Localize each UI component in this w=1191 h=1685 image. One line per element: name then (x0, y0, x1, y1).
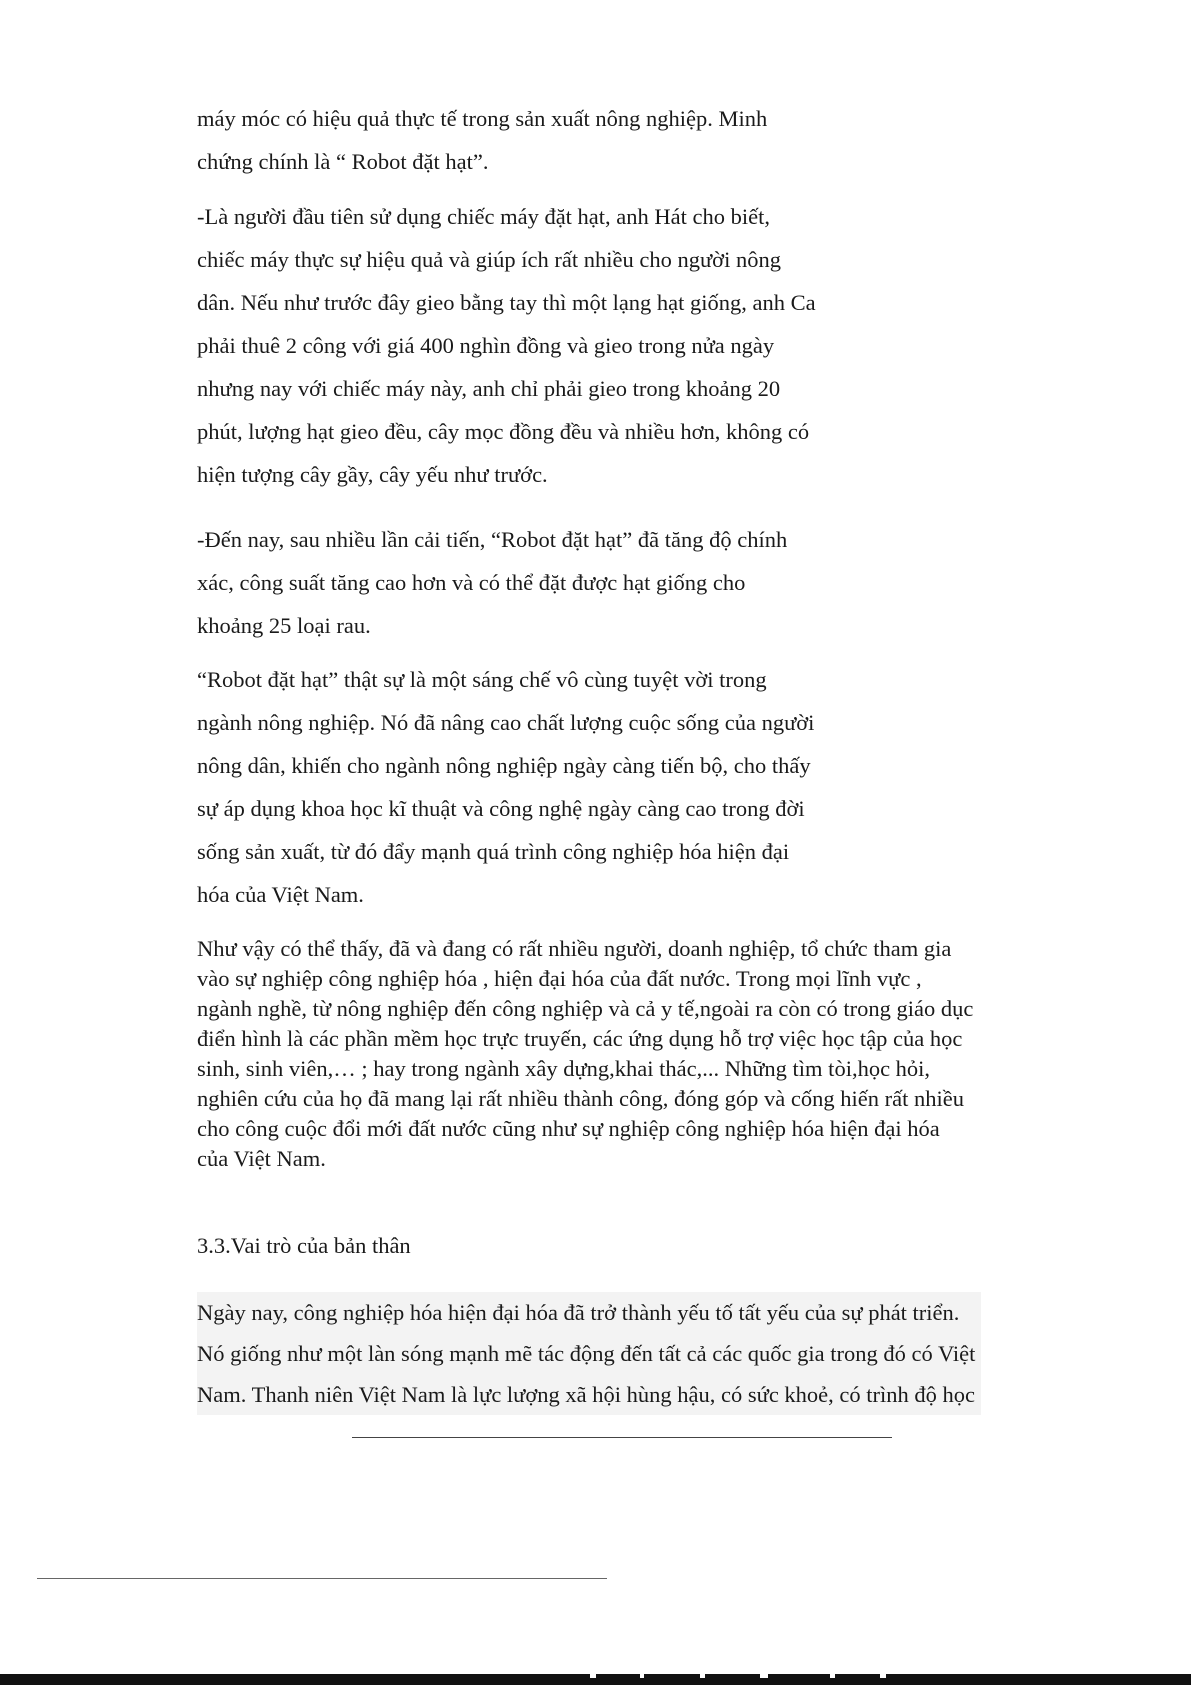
text-line: máy móc có hiệu quả thực tế trong sản xuất nông nghiệp. Minh (197, 106, 768, 131)
text-line: phút, lượng hạt gieo đều, cây mọc đồng đều và nhiều hơn, không có (197, 419, 810, 444)
text-line: ngành nông nghiệp. Nó đã nâng cao chất lượng cuộc sống của người (197, 710, 815, 735)
text-line: hóa của Việt Nam. (197, 882, 364, 907)
text-line: -Là người đầu tiên sử dụng chiếc máy đặt hạt, anh Hát cho biết, (197, 204, 770, 229)
text-line: ngành nghề, từ nông nghiệp đến công nghiệp và cả y tế,ngoài ra còn có trong giáo dục (197, 996, 974, 1021)
paragraph-role-of-self (197, 1292, 981, 1415)
paragraph-robot-intro (197, 97, 767, 183)
text-line: sống sản xuất, từ đó đẩy mạnh quá trình công nghiệp hóa hiện đại (197, 839, 790, 864)
text-line: sự áp dụng khoa học kĩ thuật và công nghệ ngày càng cao trong đời (197, 796, 805, 821)
border-gap (880, 1674, 886, 1678)
text-line: -Đến nay, sau nhiều lần cải tiến, “Robot đặt hạt” đã tăng độ chính (197, 527, 788, 552)
text-line: “Robot đặt hạt” thật sự là một sáng chế vô cùng tuyệt vời trong (197, 667, 767, 692)
paragraph-robot-conclusion (197, 658, 814, 916)
text-line: chứng chính là “ Robot đặt hạt”. (197, 149, 489, 174)
text-line: Như vậy có thể thấy, đã và đang có rất nhiều người, doanh nghiệp, tổ chức tham gia (197, 936, 952, 961)
text-line: khoảng 25 loại rau. (197, 613, 371, 638)
border-gap (760, 1674, 768, 1678)
text-line: xác, công suất tăng cao hơn và có thể đặt được hạt giống cho (197, 570, 746, 595)
border-gap (830, 1674, 835, 1678)
text-line: hiện tượng cây gầy, cây yếu như trước. (197, 462, 548, 487)
text-line: phải thuê 2 công với giá 400 nghìn đồng và gieo trong nửa ngày (197, 333, 775, 358)
text-line: Nó giống như một làn sóng mạnh mẽ tác động đến tất cả các quốc gia trong đó có Việt (197, 1341, 976, 1366)
paragraph-farmer-testimony (197, 195, 816, 496)
text-line: Ngày nay, công nghiệp hóa hiện đại hóa đã trở thành yếu tố tất yếu của sự phát triển. (197, 1300, 960, 1325)
text-line: sinh, sinh viên,… ; hay trong ngành xây dựng,khai thác,... Những tìm tòi,học hỏi, (197, 1056, 931, 1081)
text-line: nhưng nay với chiếc máy này, anh chỉ phải gieo trong khoảng 20 (197, 376, 781, 401)
text-line: cho công cuộc đổi mới đất nước cũng như sự nghiệp công nghiệp hóa hiện đại hóa (197, 1116, 940, 1141)
section-divider (352, 1437, 892, 1438)
page-bottom-border (0, 1674, 1191, 1685)
text-line: dân. Nếu như trước đây gieo bằng tay thì một lạng hạt giống, anh Ca (197, 290, 816, 315)
text-line: của Việt Nam. (197, 1146, 326, 1171)
section-heading: 3.3.Vai trò của bản thân (197, 1233, 411, 1258)
footnote-divider (37, 1578, 607, 1579)
text-line: nông dân, khiến cho ngành nông nghiệp ngày càng tiến bộ, cho thấy (197, 753, 811, 778)
text-line: Nam. Thanh niên Việt Nam là lực lượng xã hội hùng hậu, có sức khoẻ, có trình độ học (197, 1382, 976, 1407)
text-line: chiếc máy thực sự hiệu quả và giúp ích rất nhiều cho người nông (197, 247, 781, 272)
paragraph-robot-improvements (197, 518, 787, 647)
text-line: nghiên cứu của họ đã mang lại rất nhiều thành công, đóng góp và cống hiến rất nhiều (197, 1086, 964, 1111)
paragraph-summary (197, 934, 973, 1174)
border-gap (640, 1674, 644, 1678)
border-gap (700, 1674, 705, 1678)
text-line: điển hình là các phần mềm học trực truyến, các ứng dụng hỗ trợ việc học tập của học (197, 1026, 963, 1051)
border-gap (590, 1674, 596, 1678)
text-line: vào sự nghiệp công nghiệp hóa , hiện đại hóa của đất nước. Trong mọi lĩnh vực , (197, 966, 922, 991)
